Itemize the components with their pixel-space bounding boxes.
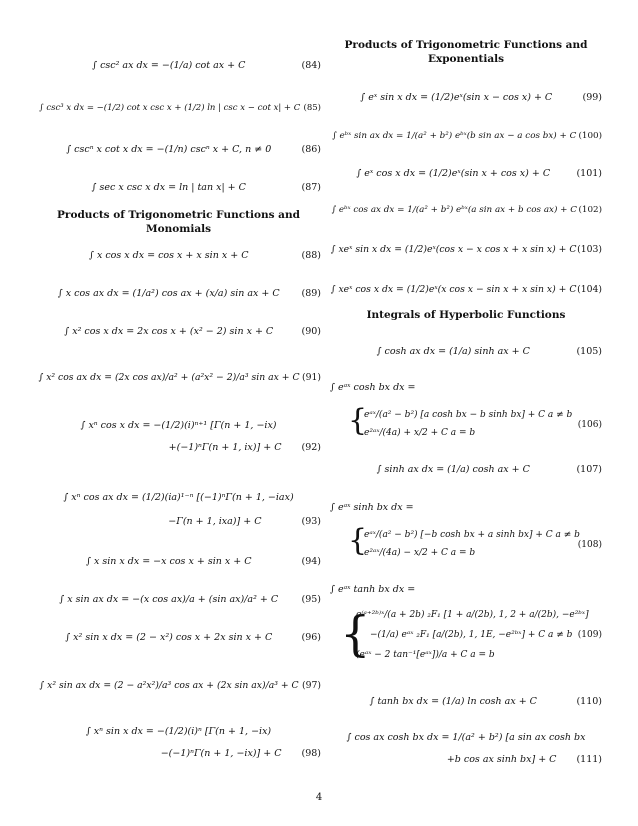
equation-number: (99) — [582, 92, 602, 103]
equation-98-line2 — [36, 748, 321, 760]
equation-92-line1 — [36, 420, 321, 432]
equation-89 — [36, 288, 321, 300]
equation-formula: ∫ eˣ sin x dx = (1/2)eˣ(sin x − cos x) + C — [360, 92, 553, 103]
equation-formula: ∫ cosh ax dx = (1/a) sinh ax + C — [376, 346, 530, 357]
equation-formula: +b cos ax sinh bx] + C — [446, 754, 557, 765]
equation-formula: ∫ xⁿ cos ax dx = (1/2)(ia)¹⁻ⁿ [(−1)ⁿΓ(n + 1, −iax) — [63, 492, 294, 503]
equation-formula: ∫ eᵇˣ cos ax dx = 1/(a² + b²) eᵇˣ(a sin ax + b cos ax) + C — [331, 205, 577, 215]
equation-number: (103) — [577, 244, 602, 255]
equation-formula: −Γ(n + 1, ixa)] + C — [168, 516, 262, 527]
equation-102 — [330, 204, 602, 216]
equation-formula: ∫ csc² ax dx = −(1/a) cot ax + C — [92, 60, 246, 71]
equation-number: (109) — [577, 630, 602, 640]
equation-93-line2 — [36, 516, 321, 528]
equation-formula: ∫ eˣ cos x dx = (1/2)eˣ(sin x + cos x) + C — [356, 168, 551, 179]
equation-111-line1 — [330, 732, 602, 744]
equation-number: (106) — [577, 420, 602, 430]
equation-87 — [36, 182, 321, 194]
equation-number: (111) — [576, 754, 602, 765]
equation-number: (100) — [578, 131, 602, 141]
equation-formula: ∫ x² cos x dx = 2x cos x + (x² − 2) sin x + C — [64, 326, 274, 337]
equation-111-line2 — [330, 754, 602, 766]
equation-number: (91) — [302, 372, 321, 383]
cases-brace: { — [348, 523, 368, 558]
equation-formula: ∫ eᵃˣ cosh bx dx = — [330, 382, 416, 393]
equation-formula: ∫ cos ax cosh bx dx = 1/(a² + b²) [a sin ax cosh bx — [346, 732, 586, 743]
equation-formula: ∫ xⁿ sin x dx = −(1/2)(i)ⁿ [Γ(n + 1, −ix) — [85, 726, 272, 737]
equation-number: (105) — [576, 346, 602, 357]
equation-103 — [330, 244, 602, 256]
equation-formula: ∫ sec x csc x dx = ln | tan x| + C — [91, 182, 246, 193]
equation-109-lhs — [330, 584, 602, 596]
equation-104 — [330, 284, 602, 296]
equation-formula: ∫ xeˣ sin x dx = (1/2)eˣ(cos x − x cos x + x sin x) + C — [330, 244, 577, 255]
equation-number: (94) — [301, 556, 321, 567]
equation-formula: ∫ csc³ x dx = −(1/2) cot x csc x + (1/2) ln | csc x − cot x| + C — [39, 103, 301, 113]
equation-number: (88) — [301, 250, 321, 261]
equation-formula: ∫ x cos ax dx = (1/a²) cos ax + (x/a) sin ax + C — [57, 288, 280, 299]
equation-99 — [330, 92, 602, 104]
equation-108-lhs — [330, 502, 602, 514]
equation-number: (104) — [577, 284, 602, 295]
cases-brace: { — [348, 403, 368, 438]
equation-formula: ∫ eᵃˣ sinh bx dx = — [330, 502, 414, 513]
equation-formula: −(−1)ⁿΓ(n + 1, −ix)] + C — [160, 748, 282, 759]
equation-number: (84) — [301, 60, 321, 71]
equation-96 — [36, 632, 321, 644]
equation-95 — [36, 594, 321, 606]
equation-formula: ∫ sinh ax dx = (1/a) cosh ax + C — [376, 464, 530, 475]
equation-formula: ∫ x² cos ax dx = (2x cos ax)/a² + (a²x² − 2)/a³ sin ax + C — [38, 372, 300, 383]
equation-84 — [36, 60, 321, 72]
equation-number: (108) — [577, 540, 602, 550]
equation-92-line2 — [36, 442, 321, 454]
equation-number: (95) — [301, 594, 321, 605]
equation-number: (93) — [301, 516, 321, 527]
case-line: eᵃˣ/(a² − b²) [−b cosh bx + a sinh bx] + C a ≠ b — [364, 530, 580, 540]
equation-formula: ∫ tanh bx dx = (1/a) ln cosh ax + C — [369, 696, 537, 707]
equation-number: (102) — [578, 205, 602, 215]
equation-97 — [36, 680, 321, 692]
equation-number: (110) — [576, 696, 602, 707]
cases-brace: { — [340, 606, 371, 662]
equation-number: (86) — [301, 144, 321, 155]
equation-number: (92) — [301, 442, 321, 453]
case-line: e⁽ᵃ⁺²ᵇ⁾ˣ/(a + 2b) ₂F₁ [1 + a/(2b), 1, 2 + a/(2b), −e²ᵇˣ] — [356, 610, 589, 620]
equation-number: (98) — [301, 748, 321, 759]
equation-number: (90) — [301, 326, 321, 337]
equation-number: (87) — [301, 182, 321, 193]
equation-formula: ∫ eᵇˣ sin ax dx = 1/(a² + b²) eᵇˣ(b sin ax − a cos bx) + C — [332, 131, 577, 141]
case-line: −(1/a) eᵃˣ ₂F₁ [a/(2b), 1, 1E, −e²ᵇˣ] + C a ≠ b — [370, 630, 573, 640]
equation-85 — [36, 102, 321, 114]
equation-formula: ∫ x sin x dx = −x cos x + sin x + C — [85, 556, 252, 567]
equation-90 — [36, 326, 321, 338]
equation-106-lhs — [330, 382, 602, 394]
equation-88 — [36, 250, 321, 262]
section-heading-monomials: Products of Trigonometric Functions and Monomials — [57, 209, 300, 235]
equation-formula: ∫ xeˣ cos x dx = (1/2)eˣ(x cos x − sin x + x sin x) + C — [330, 284, 577, 295]
equation-100 — [330, 130, 602, 142]
equation-formula: ∫ eᵃˣ tanh bx dx = — [330, 584, 416, 595]
equation-number: (101) — [576, 168, 602, 179]
equation-number: (96) — [301, 632, 321, 643]
equation-93-line1 — [36, 492, 321, 504]
equation-formula: ∫ x² sin ax dx = (2 − a²x²)/a³ cos ax + (2x sin ax)/a³ + C — [39, 680, 299, 691]
equation-105 — [330, 346, 602, 358]
equation-101 — [330, 168, 602, 180]
equation-number: (107) — [576, 464, 602, 475]
equation-formula: ∫ x cos x dx = cos x + x sin x + C — [89, 250, 249, 261]
equation-98-line1 — [36, 726, 321, 738]
case-line: e²ᵃˣ/(4a) + x/2 + C a = b — [364, 428, 476, 438]
equation-number: (85) — [303, 103, 321, 113]
equation-formula: ∫ xⁿ cos x dx = −(1/2)(i)ⁿ⁺¹ [Γ(n + 1, −ix) — [80, 420, 277, 431]
equation-formula: ∫ x sin ax dx = −(x cos ax)/a + (sin ax)/a² + C — [59, 594, 279, 605]
equation-formula: ∫ x² sin x dx = (2 − x²) cos x + 2x sin x + C — [65, 632, 273, 643]
equation-94 — [36, 556, 321, 568]
equation-number: (97) — [302, 680, 321, 691]
page-number: 4 — [315, 792, 323, 803]
case-line: eᵃˣ/(a² − b²) [a cosh bx − b sinh bx] + C a ≠ b — [364, 410, 573, 420]
equation-formula: ∫ cscⁿ x cot x dx = −(1/n) cscⁿ x + C, n ≠ 0 — [66, 144, 272, 155]
equation-86 — [36, 144, 321, 156]
case-line: (eᵃˣ − 2 tan⁻¹[eᵃˣ])/a + C a = b — [356, 650, 495, 660]
equation-number: (89) — [301, 288, 321, 299]
section-heading-exponentials: Products of Trigonometric Functions and Exponentials — [344, 39, 588, 65]
equation-110 — [330, 696, 602, 708]
section-heading-hyperbolic: Integrals of Hyperbolic Functions — [366, 309, 566, 321]
equation-107 — [330, 464, 602, 476]
case-line: e²ᵃˣ/(4a) − x/2 + C a = b — [364, 548, 476, 558]
equation-91 — [36, 372, 321, 384]
equation-formula: +(−1)ⁿΓ(n + 1, ix)] + C — [168, 442, 282, 453]
